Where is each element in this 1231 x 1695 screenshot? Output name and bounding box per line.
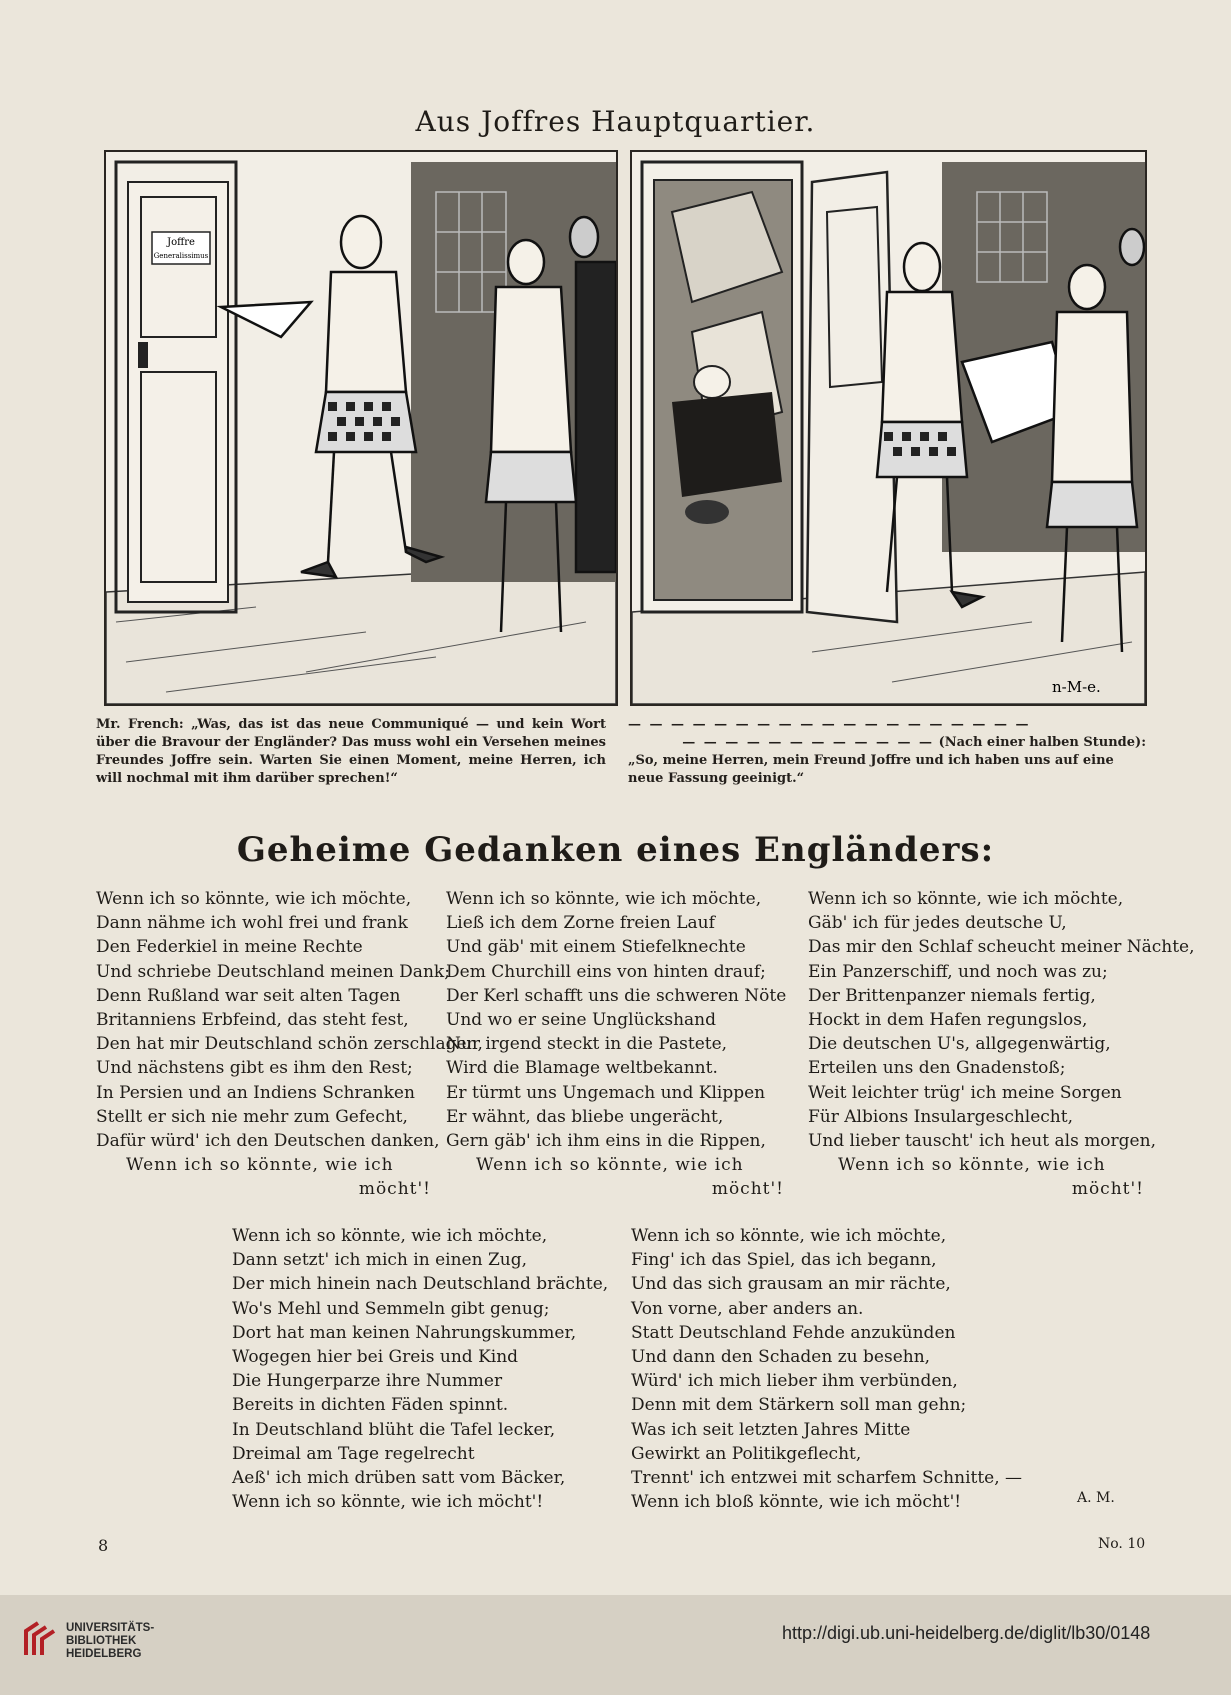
poem-column-1 [96, 887, 483, 1202]
library-logo-icon[interactable] [22, 1617, 60, 1659]
poem-column-2 [446, 887, 787, 1202]
poem-line: Wenn ich so könnte, wie ich möcht'! [232, 1492, 544, 1513]
poem-line: Nur irgend steckt in die Pastete, [446, 1034, 728, 1055]
source-url[interactable]: http://digi.ub.uni-heidelberg.de/diglit/lb30/0148 [782, 1623, 1151, 1643]
refrain-line: Wenn ich so könnte, wie ich [476, 1155, 744, 1176]
poem-line: Hockt in dem Hafen regungslos, [808, 1010, 1088, 1031]
page-number: 8 [98, 1536, 109, 1555]
poem-line: Der Kerl schafft uns die schweren Nöte [446, 985, 787, 1006]
poem-line: Gäb' ich für jedes deutsche U, [808, 913, 1067, 934]
poem-line: Der mich hinein nach Deutschland brächte, [232, 1274, 609, 1295]
cartoon-left-drawing [106, 152, 616, 704]
library-name[interactable]: UNIVERSITÄTS- BIBLIOTHEK HEIDELBERG [66, 1622, 155, 1660]
door-sign-line1: Joffre [167, 237, 195, 248]
poem-line: Den Federkiel in meine Rechte [96, 937, 363, 958]
poem-column-3 [808, 887, 1195, 1202]
poem-line: Und gäb' mit einem Stiefelknechte [446, 937, 746, 958]
poem-line: Das mir den Schlaf scheucht meiner Nächte, [808, 937, 1195, 958]
poem-line: Wenn ich so könnte, wie ich möchte, [96, 889, 412, 909]
poem-line: Wogegen hier bei Greis und Kind [232, 1347, 519, 1368]
door-sign-line2: Generalissimus [153, 252, 209, 260]
refrain-end: möcht'! [1071, 1179, 1144, 1200]
poem-line: Dann nähme ich wohl frei und frank [96, 913, 408, 934]
poem-line: Und das sich grausam an mir rächte, [631, 1274, 951, 1295]
poem-line: Die Hungerparze ihre Nummer [232, 1371, 503, 1392]
poem-line: Trennt' ich entzwei mit scharfem Schnitte, — [631, 1468, 1023, 1489]
poem-headline: Geheime Gedanken eines Engländers: [236, 830, 995, 870]
artist-signature: n-M-e. [1052, 678, 1101, 696]
poem-line: Dafür würd' ich den Deutschen danken, [96, 1131, 440, 1152]
poem-line: Die deutschen U's, allgegenwärtig, [808, 1034, 1111, 1055]
poem-line: Wenn ich bloß könnte, wie ich möcht'! [631, 1492, 962, 1513]
poem-line: Gern gäb' ich ihm eins in die Rippen, [446, 1131, 766, 1152]
poem-line: Und nächstens gibt es ihm den Rest; [96, 1058, 413, 1079]
poem-line: Den hat mir Deutschland schön zerschlagen, [96, 1034, 483, 1055]
poem-line: In Persien und an Indiens Schranken [96, 1082, 415, 1103]
library-footer [0, 1595, 1231, 1695]
poem-line: Würd' ich mich lieber ihm verbünden, [631, 1371, 958, 1392]
refrain-end: möcht'! [358, 1179, 431, 1200]
poem-line: Britanniens Erbfeind, das steht fest, [96, 1010, 409, 1031]
poem-line: Dreimal am Tage regelrecht [232, 1443, 475, 1464]
poem-line: Er wähnt, das bliebe ungerächt, [446, 1106, 724, 1127]
caption-time-note: (Nach einer halben Stunde): [938, 735, 1146, 750]
poem-column-5 [631, 1224, 1031, 1514]
caption-dashes-line2: — — — — — — — — — — — — [682, 735, 935, 750]
caption-dashes-line1: — — — — — — — — — — — — — — — — — — — [628, 717, 1031, 732]
poem-line: Statt Deutschland Fehde anzukünden [631, 1322, 956, 1343]
poem-line: Ließ ich dem Zorne freien Lauf [446, 913, 715, 934]
poem-line: Dort hat man keinen Nahrungskummer, [232, 1322, 577, 1343]
poem-column-4 [232, 1224, 607, 1514]
poem-line: Wenn ich so könnte, wie ich möchte, [232, 1226, 548, 1246]
refrain-end: möcht'! [711, 1179, 784, 1200]
cartoon-panel-left [104, 150, 618, 706]
poem-line: In Deutschland blüht die Tafel lecker, [232, 1419, 556, 1440]
poem-line: Wenn ich so könnte, wie ich möchte, [808, 889, 1124, 909]
poem-line: Fing' ich das Spiel, das ich begann, [631, 1250, 937, 1271]
poem-line: Aeß' ich mich drüben satt vom Bäcker, [232, 1468, 566, 1489]
caption-right-text: „So, meine Herren, mein Freund Joffre und ich haben uns auf eine neue Fassung geeinigt.“ [628, 753, 1114, 786]
poem-line: Dem Churchill eins von hinten drauf; [446, 961, 766, 982]
poem-line: Denn mit dem Stärkern soll man gehn; [631, 1395, 967, 1416]
poem-line: Wenn ich so könnte, wie ich möchte, [631, 1226, 947, 1246]
caption-left: Mr. French: „Was, das ist das neue Communiqué — und kein Wort über die Bravour der Engländer? Das muss wohl ein Versehen meines Freundes Joffre sein. Warten Sie einen Moment, meine Herren, ich will nochmal mit ihm darüber sprechen!“ [96, 717, 606, 786]
poem-line: Und dann den Schaden zu besehn, [631, 1347, 931, 1368]
poem-line: Er türmt uns Ungemach und Klippen [446, 1082, 766, 1103]
poem-line: Was ich seit letzten Jahres Mitte [631, 1419, 911, 1440]
page-title: Aus Joffres Hauptquartier. [415, 105, 816, 138]
poem-line: Und lieber tauscht' ich heut als morgen, [808, 1131, 1156, 1152]
issue-number: No. 10 [1098, 1536, 1146, 1552]
author-initials: A. M. [1077, 1490, 1115, 1506]
refrain-line: Wenn ich so könnte, wie ich [126, 1155, 394, 1176]
poem-line: Erteilen uns den Gnadenstoß; [808, 1058, 1066, 1079]
poem-line: Ein Panzerschiff, und noch was zu; [808, 961, 1108, 982]
poem-line: Wird die Blamage weltbekannt. [446, 1058, 718, 1079]
poem-line: Wo's Mehl und Semmeln gibt genug; [232, 1298, 550, 1319]
poem-line: Weit leichter trüg' ich meine Sorgen [808, 1082, 1122, 1103]
poem-line: Für Albions Insulargeschlecht, [808, 1106, 1073, 1127]
poem-line: Und wo er seine Unglückshand [446, 1010, 716, 1031]
poem-line: Wenn ich so könnte, wie ich möchte, [446, 889, 762, 909]
cartoon-right-drawing [632, 152, 1145, 704]
poem-line: Von vorne, aber anders an. [631, 1298, 864, 1319]
caption-right [628, 716, 1146, 788]
refrain-line: Wenn ich so könnte, wie ich [838, 1155, 1106, 1176]
poem-line: Stellt er sich nie mehr zum Gefecht, [96, 1106, 408, 1127]
poem-line: Dann setzt' ich mich in einen Zug, [232, 1250, 527, 1271]
poem-line: Denn Rußland war seit alten Tagen [96, 985, 401, 1006]
poem-line: Und schriebe Deutschland meinen Dank; [96, 961, 450, 982]
poem-line: Der Brittenpanzer niemals fertig, [808, 985, 1096, 1006]
cartoon-panel-right [630, 150, 1147, 706]
poem-line: Bereits in dichten Fäden spinnt. [232, 1395, 509, 1416]
poem-line: Gewirkt an Politikgeflecht, [631, 1443, 862, 1464]
